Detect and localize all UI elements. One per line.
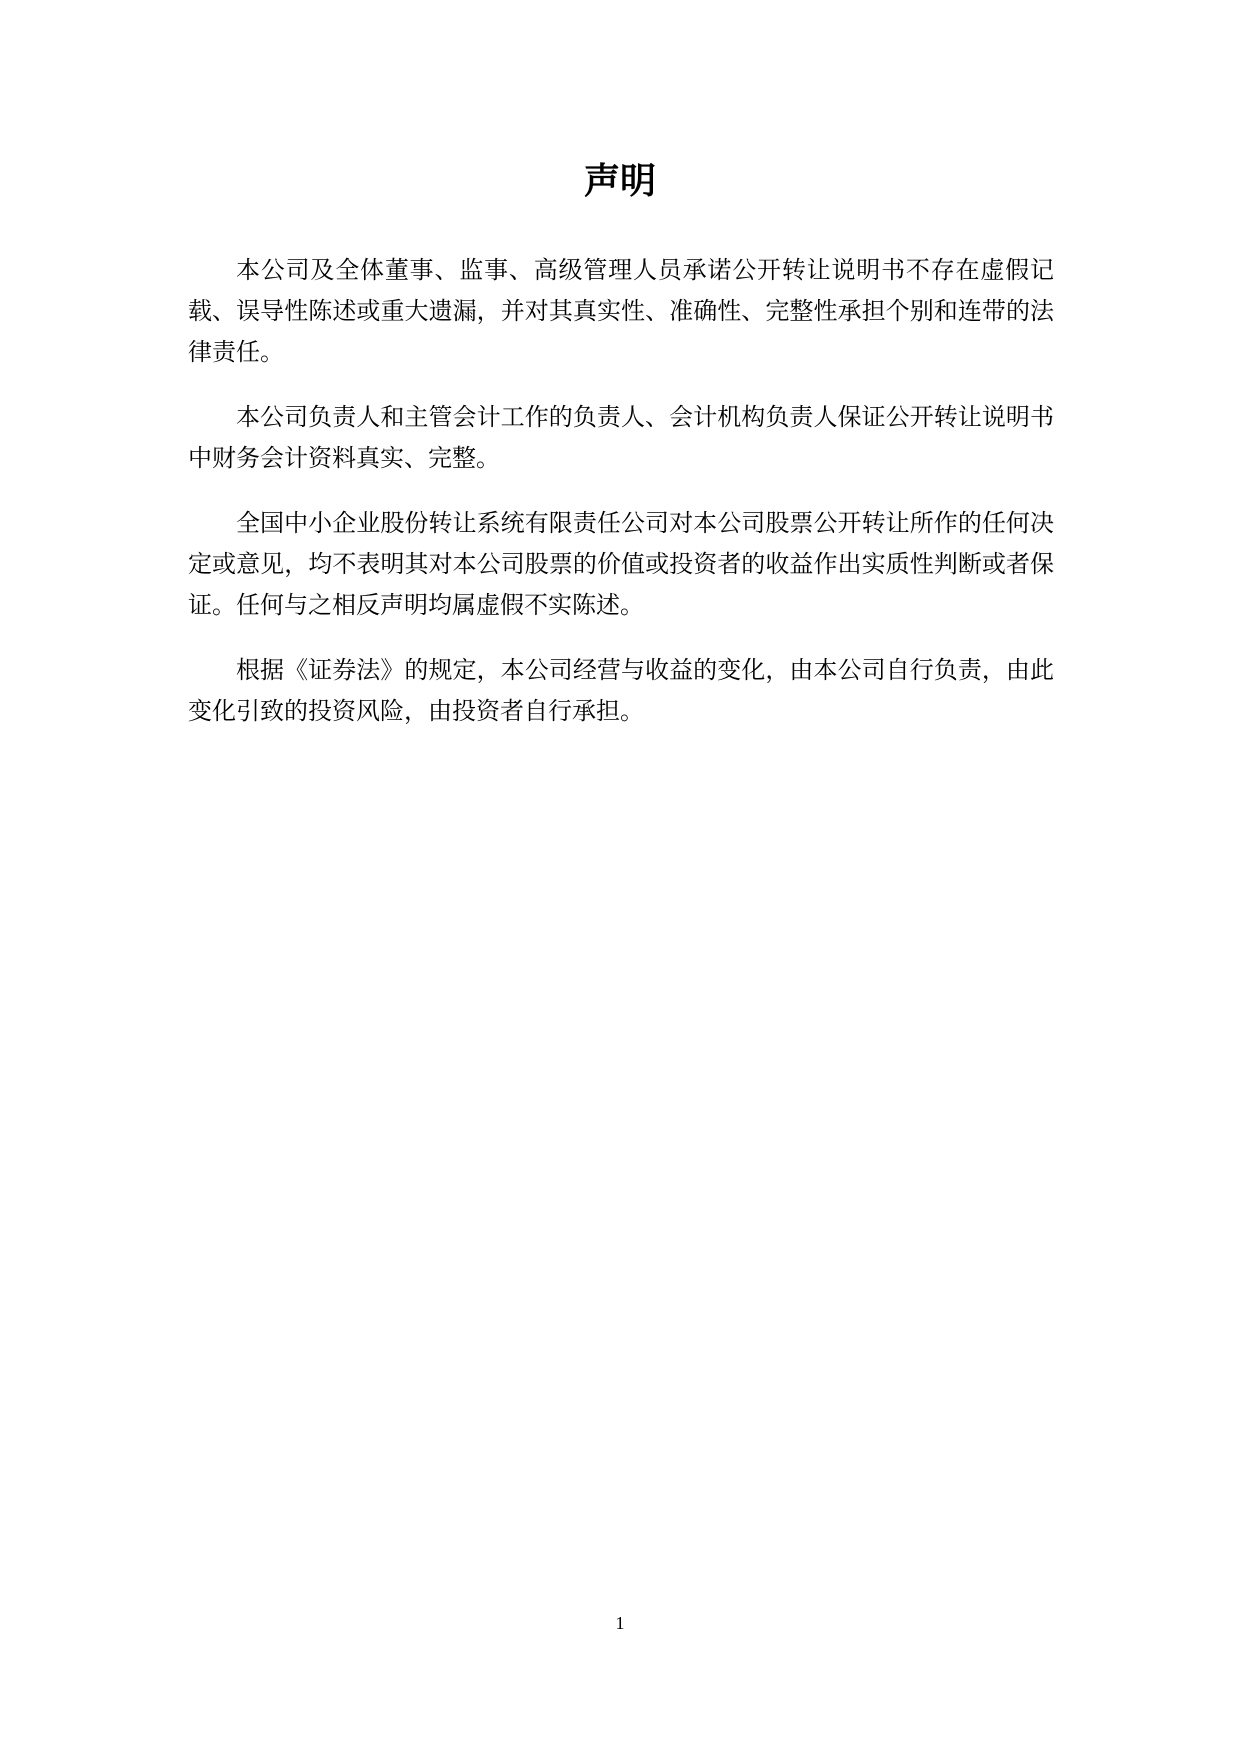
paragraph-3: 全国中小企业股份转让系统有限责任公司对本公司股票公开转让所作的任何决定或意见，均不表明其对本公司股票的价值或投资者的收益作出实质性判断或者保证。任何与之相反声明均属虚假不实陈述。 bbox=[188, 509, 1054, 619]
paragraph-1: 本公司及全体董事、监事、高级管理人员承诺公开转让说明书不存在虚假记载、误导性陈述或重大遗漏，并对其真实性、准确性、完整性承担个别和连带的法律责任。 bbox=[188, 256, 1054, 366]
page-title: 声明 bbox=[583, 161, 656, 202]
paragraph-4: 根据《证券法》的规定，本公司经营与收益的变化，由本公司自行负责，由此变化引致的投资风险，由投资者自行承担。 bbox=[188, 656, 1054, 725]
page-number: 1 bbox=[615, 1613, 625, 1633]
statement-body bbox=[188, 250, 1054, 756]
paragraph-2: 本公司负责人和主管会计工作的负责人、会计机构负责人保证公开转让说明书中财务会计资料真实、完整。 bbox=[188, 403, 1054, 472]
